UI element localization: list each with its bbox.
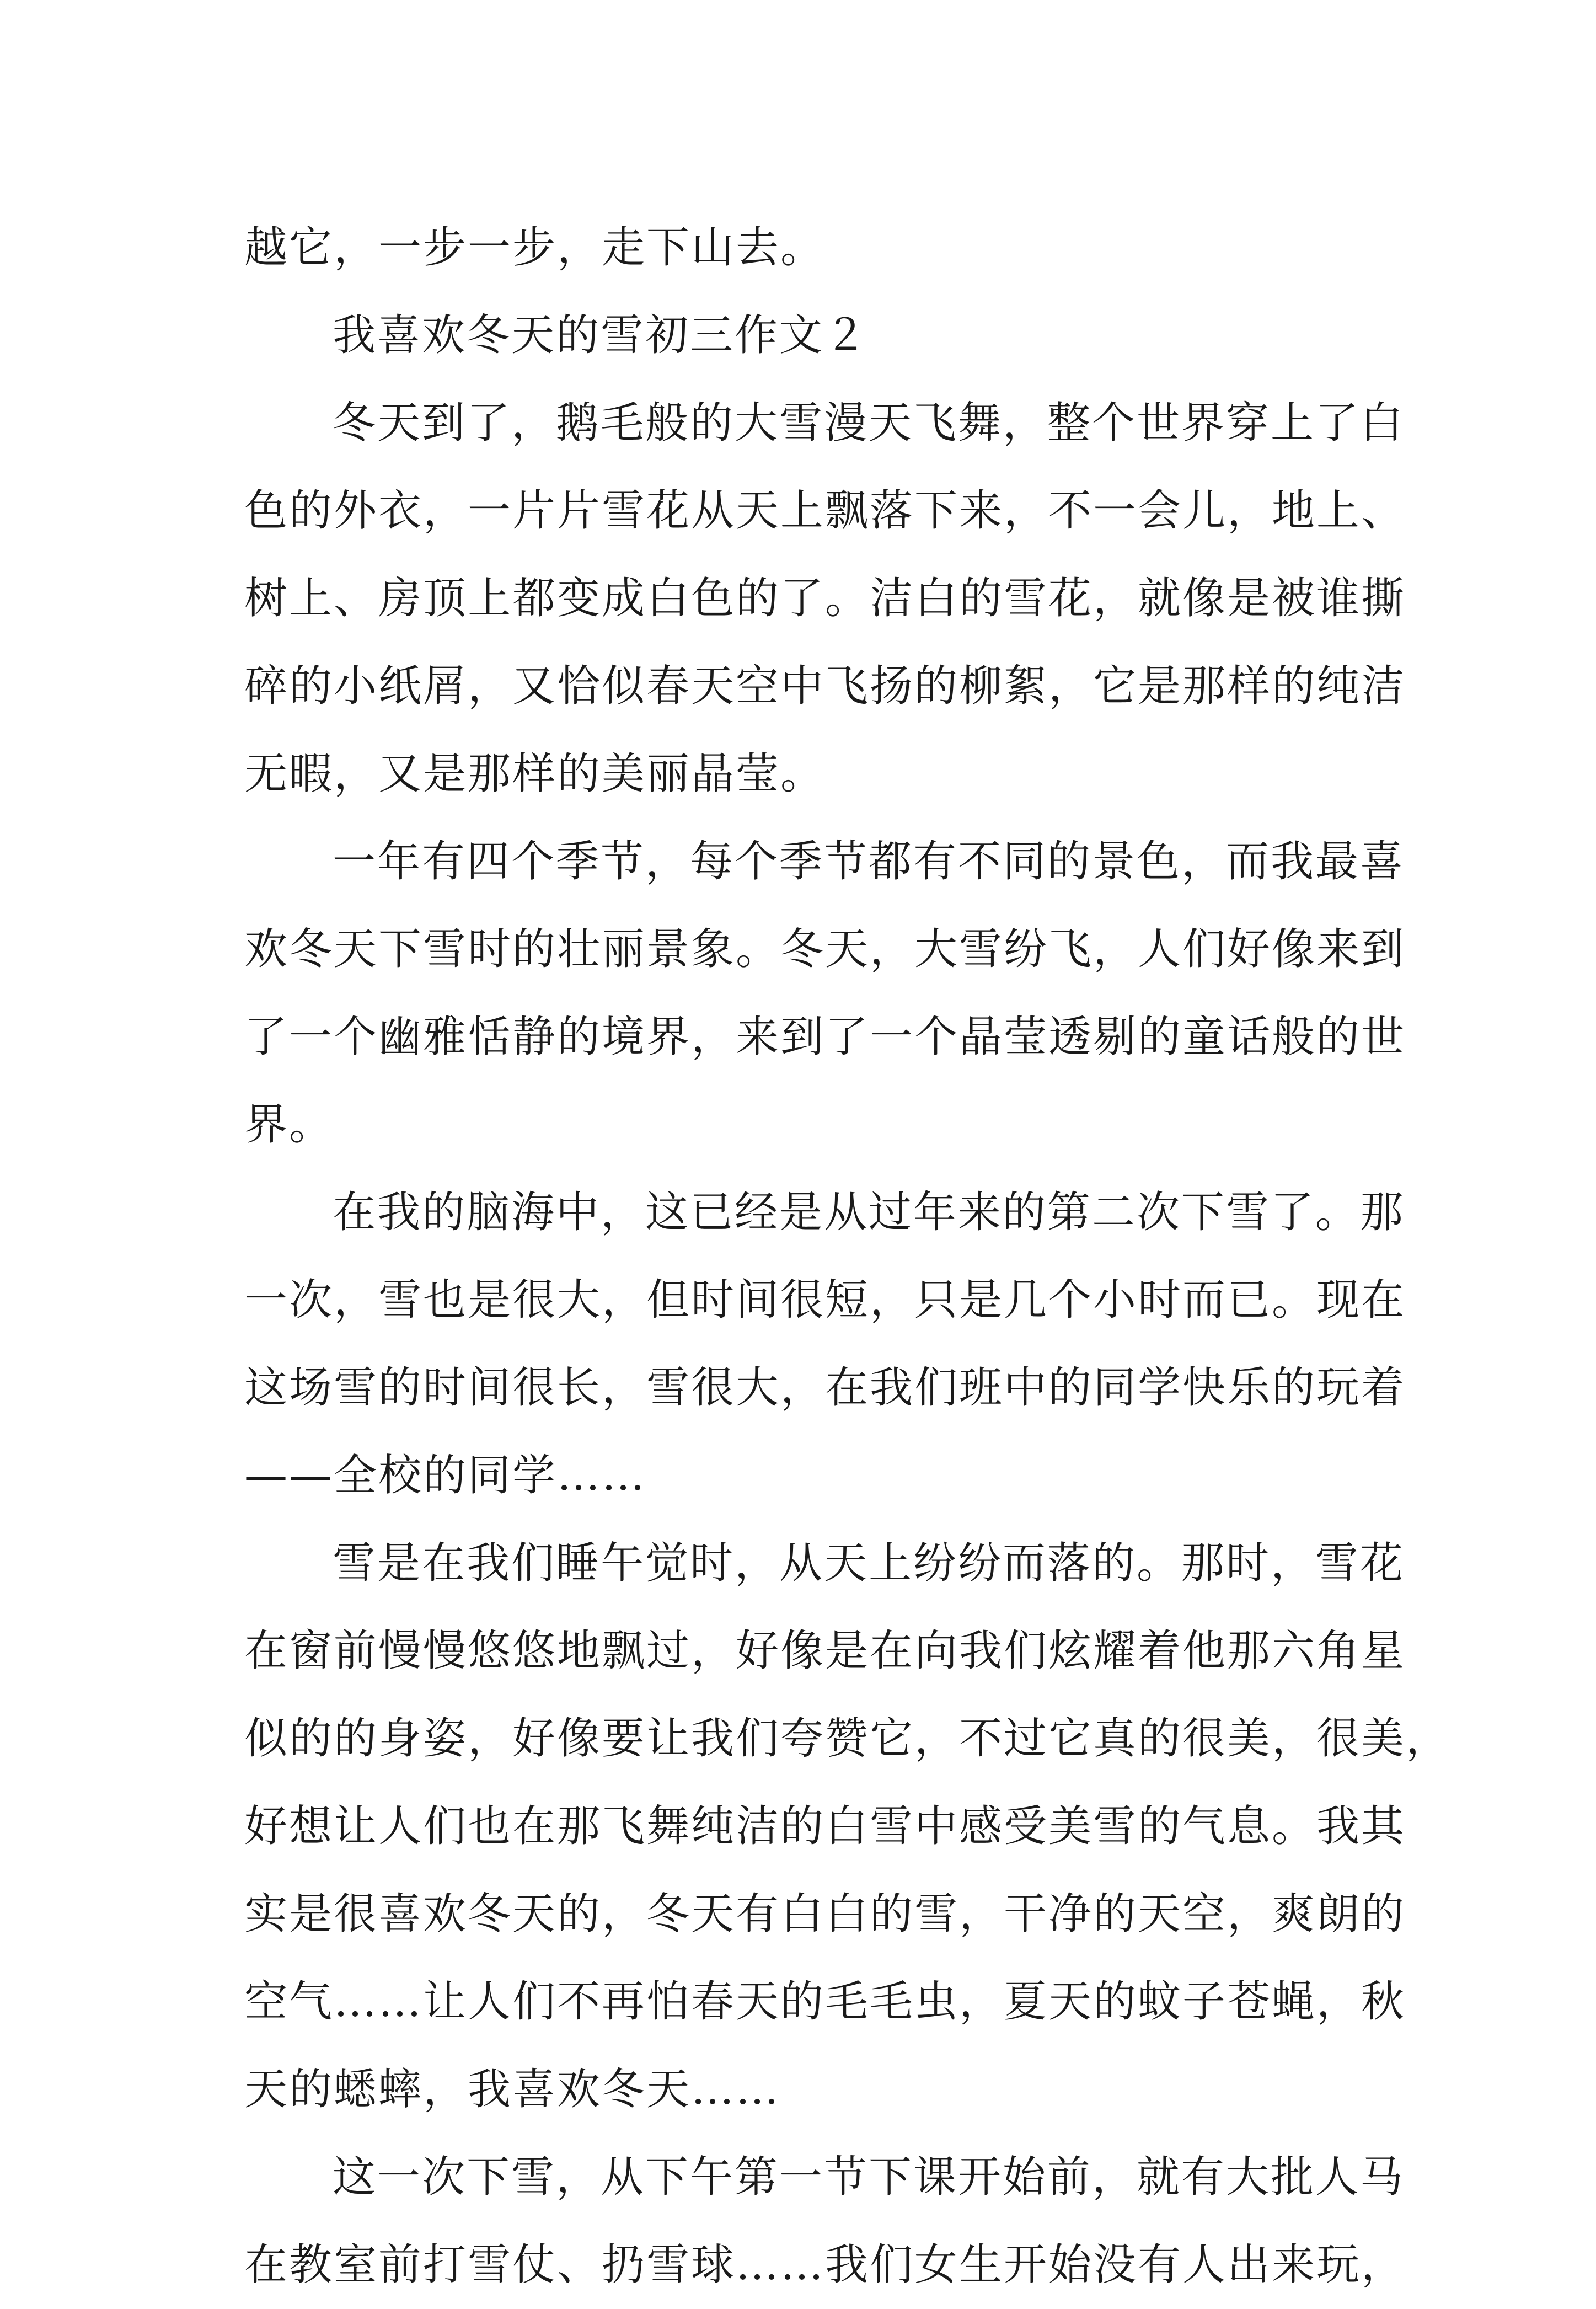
paragraph-line: 冬天到了，鹅毛般的大雪漫天飞舞，整个世界穿上了白 — [333, 398, 1405, 448]
paragraph-line: 这场雪的时间很长，雪很大，在我们班中的同学快乐的玩着 — [244, 1363, 1406, 1413]
paragraph-line: 在教室前打雪仗、扔雪球……我们女生开始没有人出来玩， — [244, 2240, 1406, 2290]
paragraph-line: 似的的身姿，好像要让我们夸赞它，不过它真的很美，很美， — [244, 1714, 1451, 1763]
paragraph-line: 界。 — [244, 1100, 334, 1150]
paragraph-line: 色的外衣，一片片雪花从天上飘落下来，不一会儿，地上、 — [244, 486, 1406, 536]
paragraph-line: 实是很喜欢冬天的，冬天有白白的雪，干净的天空，爽朗的 — [244, 1889, 1406, 1939]
paragraph-line: 一次，雪也是很大，但时间很短，只是几个小时而已。现在 — [244, 1275, 1406, 1325]
paragraph-line: 树上、房顶上都变成白色的了。洁白的雪花，就像是被谁撕 — [244, 574, 1406, 623]
paragraph-line: 雪是在我们睡午觉时，从天上纷纷而落的。那时，雪花 — [333, 1538, 1405, 1588]
paragraph-line: 在窗前慢慢悠悠地飘过，好像是在向我们炫耀着他那六角星 — [244, 1626, 1406, 1676]
paragraph-line: 碎的小纸屑，又恰似春天空中飞扬的柳絮，它是那样的纯洁 — [244, 661, 1406, 711]
paragraph-line: 了一个幽雅恬静的境界，来到了一个晶莹透剔的童话般的世 — [244, 1012, 1406, 1062]
document-body — [244, 204, 1451, 2309]
paragraph-line: 空气……让人们不再怕春天的毛毛虫，夏天的蚊子苍蝇，秋 — [244, 1977, 1406, 2027]
paragraph-line: 天的蟋蟀，我喜欢冬天…… — [244, 2065, 781, 2114]
paragraph-line: ——全校的同学…… — [244, 1451, 647, 1500]
paragraph-line: 好想让人们也在那飞舞纯洁的白雪中感受美雪的气息。我其 — [244, 1802, 1406, 1851]
paragraph-line: 欢冬天下雪时的壮丽景象。冬天，大雪纷飞，人们好像来到 — [244, 924, 1406, 974]
essay-title: 我喜欢冬天的雪初三作文２ — [333, 311, 869, 360]
continuation-line: 越它，一步一步，走下山去。 — [244, 223, 826, 272]
paragraph-3 — [244, 1169, 1406, 1520]
paragraph-1 — [244, 380, 1406, 818]
paragraph-4 — [244, 1520, 1451, 2134]
paragraph-2 — [244, 818, 1406, 1169]
paragraph-5 — [244, 2134, 1406, 2309]
paragraph-line: 在我的脑海中，这已经是从过年来的第二次下雪了。那 — [333, 1188, 1405, 1237]
paragraph-line: 无暇，又是那样的美丽晶莹。 — [244, 749, 826, 799]
paragraph-line: 这一次下雪，从下午第一节下课开始前，就有大批人马 — [333, 2152, 1405, 2202]
paragraph-line: 一年有四个季节，每个季节都有不同的景色，而我最喜 — [333, 837, 1405, 886]
